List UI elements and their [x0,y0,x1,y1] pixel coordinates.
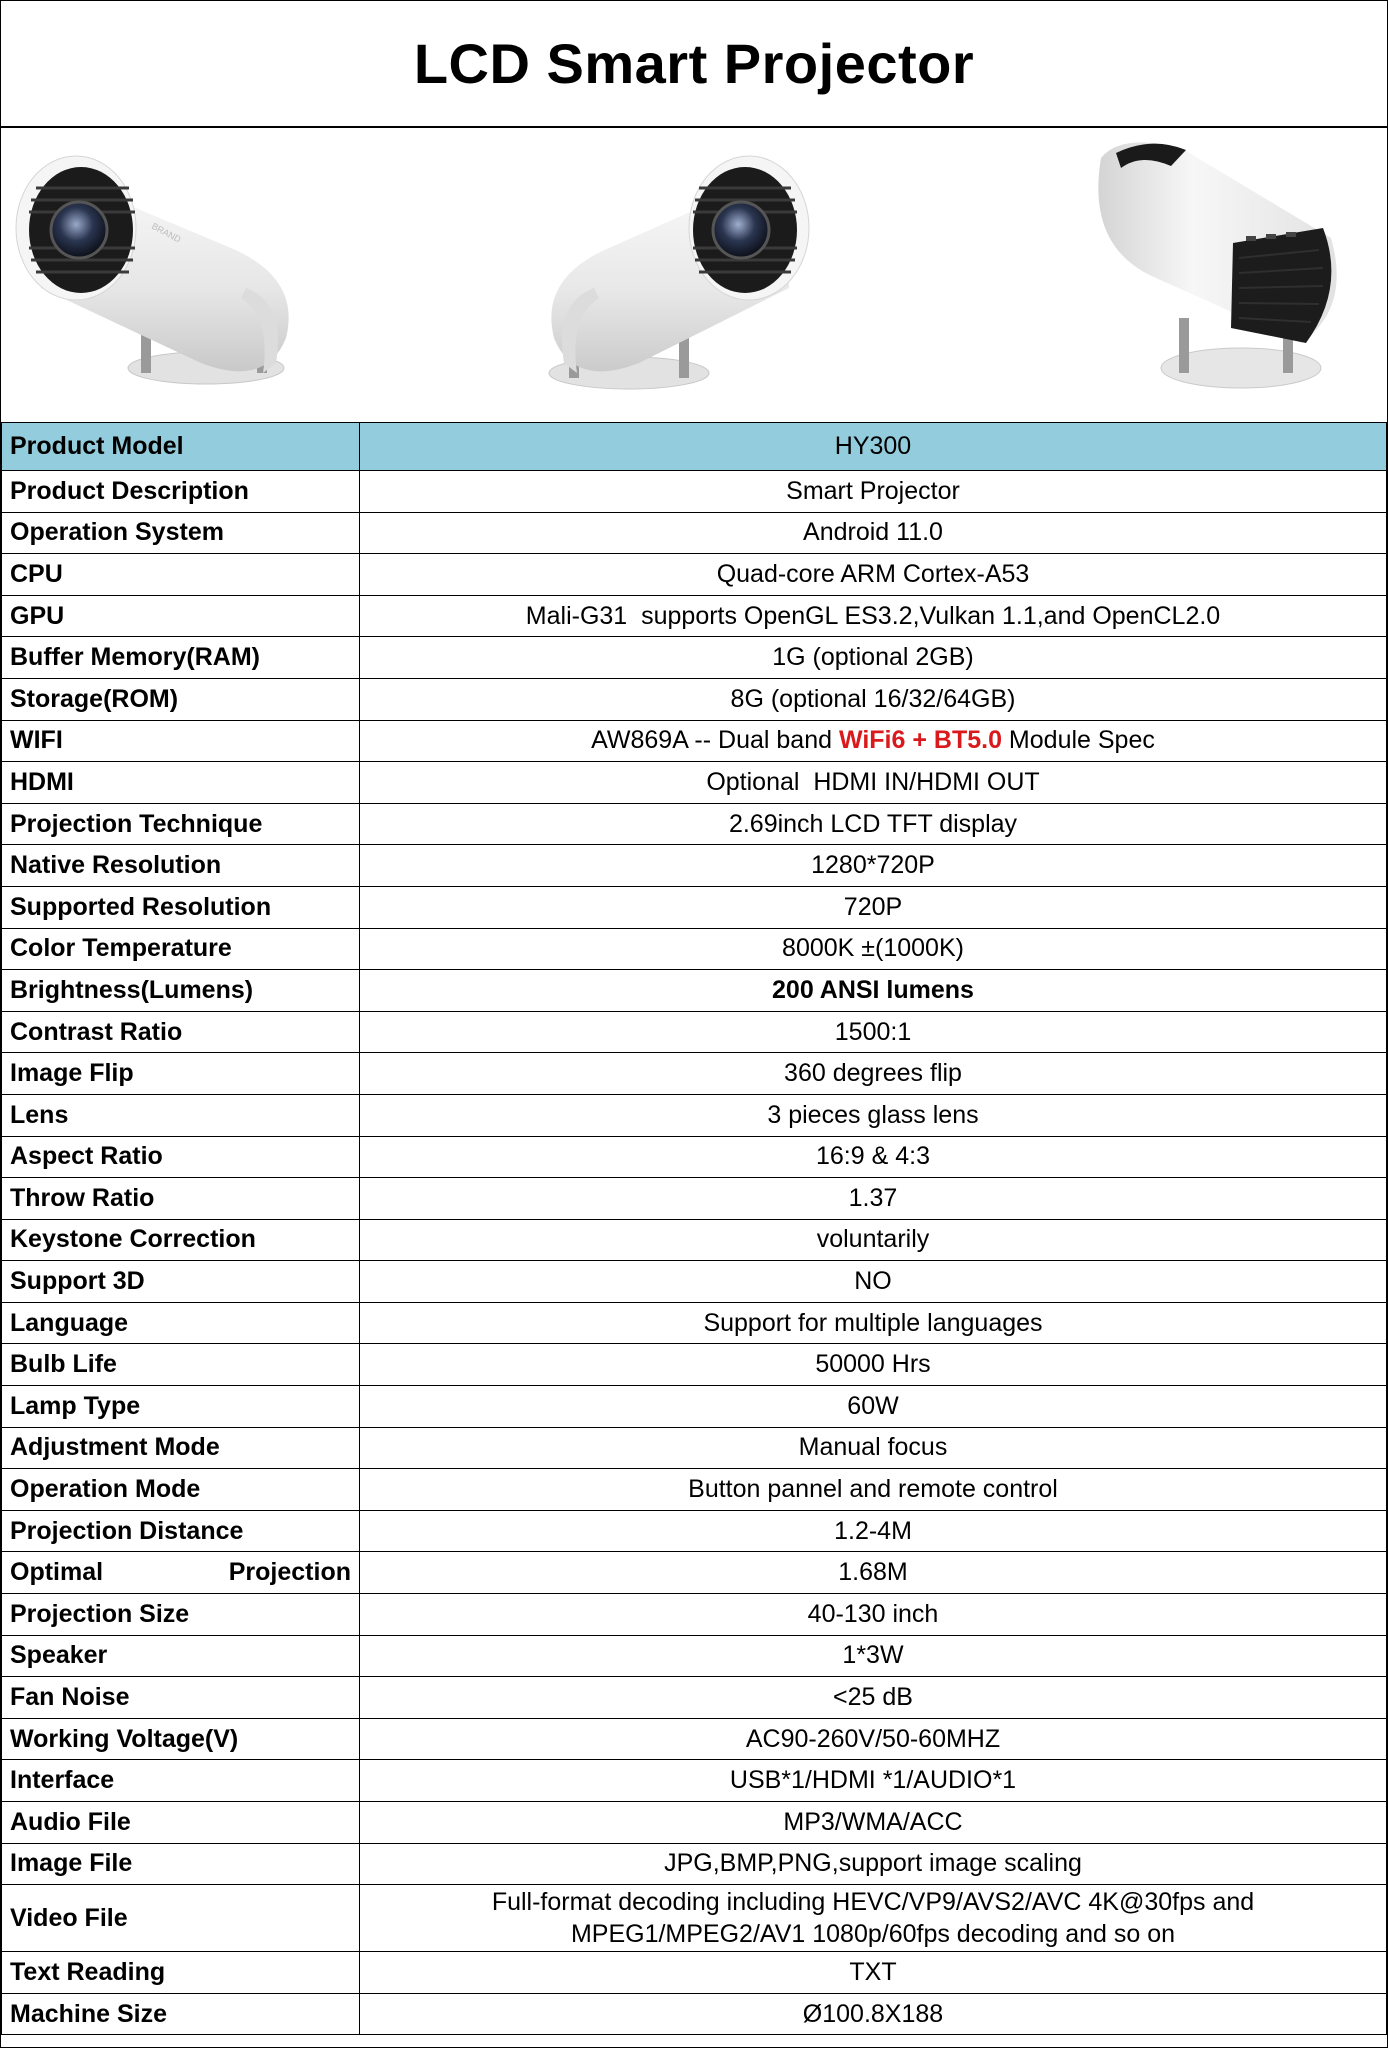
spec-value: <25 dB [360,1677,1387,1719]
table-row [2,1386,1387,1428]
spec-value: 50000 Hrs [360,1344,1387,1386]
spec-label: CPU [2,554,360,596]
spec-value: 1G (optional 2GB) [360,637,1387,679]
projector-photo-right [1061,128,1361,422]
table-row [2,1594,1387,1636]
spec-value: voluntarily [360,1219,1387,1261]
spec-label: Product Description [2,471,360,513]
table-row [2,1261,1387,1303]
table-row [2,1677,1387,1719]
spec-label: Working Voltage(V) [2,1718,360,1760]
table-row [2,1178,1387,1220]
spec-value: HY300 [360,423,1387,471]
split-label [10,1558,351,1587]
video-line-2: MPEG1/MPEG2/AV1 1080p/60fps decoding and so on [570,1920,1176,1949]
spec-value: Manual focus [360,1427,1387,1469]
table-row [2,554,1387,596]
spec-label: Projection Distance [2,1510,360,1552]
spec-value: 1.2-4M [360,1510,1387,1552]
spec-label: Fan Noise [2,1677,360,1719]
spec-label: Throw Ratio [2,1178,360,1220]
spec-value: JPG,BMP,PNG,support image scaling [360,1843,1387,1885]
product-photos [1,128,1387,424]
spec-label: Audio File [2,1802,360,1844]
table-row [2,1843,1387,1885]
spec-value: 2.69inch LCD TFT display [360,803,1387,845]
spec-label: Product Model [2,423,360,471]
table-row [2,970,1387,1012]
spec-label: Aspect Ratio [2,1136,360,1178]
brand-mark: BRAND [150,220,183,245]
video-line-1: Full-format decoding including HEVC/VP9/AVS2/AVC 4K@30fps and [491,1887,1255,1916]
spec-label: Support 3D [2,1261,360,1303]
spec-value: 40-130 inch [360,1594,1387,1636]
table-row [2,1427,1387,1469]
spec-value [360,1885,1387,1952]
spec-value: Android 11.0 [360,512,1387,554]
spec-label: GPU [2,595,360,637]
spec-value: TXT [360,1952,1387,1994]
spec-label: Interface [2,1760,360,1802]
spec-value: Mali-G31 supports OpenGL ES3.2,Vulkan 1.1,and OpenCL2.0 [360,595,1387,637]
spec-value: Ø100.8X188 [360,1993,1387,2035]
projector-photo-left [1,128,331,422]
table-row [2,1718,1387,1760]
spec-label: Language [2,1302,360,1344]
table-row [2,1993,1387,2035]
spec-label: HDMI [2,762,360,804]
table-row [2,803,1387,845]
table-row [2,595,1387,637]
spec-label: Brightness(Lumens) [2,970,360,1012]
table-row [2,1760,1387,1802]
table-row [2,1552,1387,1594]
table-row [2,928,1387,970]
spec-table [1,422,1387,2035]
spec-value: NO [360,1261,1387,1303]
spec-label-part: Projection [228,1558,351,1587]
spec-value: 360 degrees flip [360,1053,1387,1095]
wifi-suffix: Module Spec [1001,726,1155,755]
spec-label: Video File [2,1885,360,1952]
table-row [2,423,1387,471]
spec-value: Support for multiple languages [360,1302,1387,1344]
spec-label: Operation Mode [2,1469,360,1511]
spec-label: Storage(ROM) [2,678,360,720]
spec-value: 720P [360,886,1387,928]
spec-value: Quad-core ARM Cortex-A53 [360,554,1387,596]
spec-value: 60W [360,1386,1387,1428]
spec-label: Text Reading [2,1952,360,1994]
spec-label: Contrast Ratio [2,1011,360,1053]
table-row [2,1302,1387,1344]
wifi-prefix: AW869A -- Dual band [591,726,839,755]
spec-label: Lens [2,1094,360,1136]
spec-value: USB*1/HDMI *1/AUDIO*1 [360,1760,1387,1802]
spec-value: 8000K ±(1000K) [360,928,1387,970]
table-row [2,762,1387,804]
spec-value: 1.68M [360,1552,1387,1594]
spec-value [360,720,1387,762]
spec-label: Projection Size [2,1594,360,1636]
table-row [2,1952,1387,1994]
spec-label: Image Flip [2,1053,360,1095]
spec-value: 1*3W [360,1635,1387,1677]
table-row [2,1011,1387,1053]
table-row [2,1136,1387,1178]
spec-value: 1280*720P [360,845,1387,887]
title-bar [1,1,1387,128]
table-row [2,678,1387,720]
spec-value: 1500:1 [360,1011,1387,1053]
table-row [2,512,1387,554]
spec-label: Native Resolution [2,845,360,887]
spec-label: Adjustment Mode [2,1427,360,1469]
spec-value: Button pannel and remote control [360,1469,1387,1511]
spec-label-part: Optimal [10,1558,104,1587]
table-row [2,1885,1387,1952]
spec-value: Optional HDMI IN/HDMI OUT [360,762,1387,804]
table-row [2,845,1387,887]
spec-value: AC90-260V/50-60MHZ [360,1718,1387,1760]
spec-label: Bulb Life [2,1344,360,1386]
table-row [2,720,1387,762]
spec-value: 8G (optional 16/32/64GB) [360,678,1387,720]
spec-label: Image File [2,1843,360,1885]
spec-label: Keystone Correction [2,1219,360,1261]
table-row [2,637,1387,679]
table-row [2,1469,1387,1511]
table-row [2,1802,1387,1844]
spec-label: Speaker [2,1635,360,1677]
spec-label: Buffer Memory(RAM) [2,637,360,679]
spec-label: WIFI [2,720,360,762]
table-row [2,1053,1387,1095]
page-title: LCD Smart Projector [413,32,975,95]
spec-value: Smart Projector [360,471,1387,513]
table-row [2,1510,1387,1552]
spec-value: 3 pieces glass lens [360,1094,1387,1136]
spec-label [2,1552,360,1594]
table-row [2,886,1387,928]
projector-photo-center [509,128,839,422]
spec-value: 200 ANSI lumens [360,970,1387,1012]
spec-label: Projection Technique [2,803,360,845]
spec-label: Machine Size [2,1993,360,2035]
spec-value: 16:9 & 4:3 [360,1136,1387,1178]
table-row [2,1344,1387,1386]
table-row [2,1635,1387,1677]
spec-value: 1.37 [360,1178,1387,1220]
table-row [2,1219,1387,1261]
spec-label: Operation System [2,512,360,554]
spec-value: MP3/WMA/ACC [360,1802,1387,1844]
spec-label: Lamp Type [2,1386,360,1428]
spec-label: Supported Resolution [2,886,360,928]
spec-label: Color Temperature [2,928,360,970]
table-row [2,471,1387,513]
table-row [2,1094,1387,1136]
wifi-highlight: WiFi6 + BT5.0 [838,726,1002,755]
